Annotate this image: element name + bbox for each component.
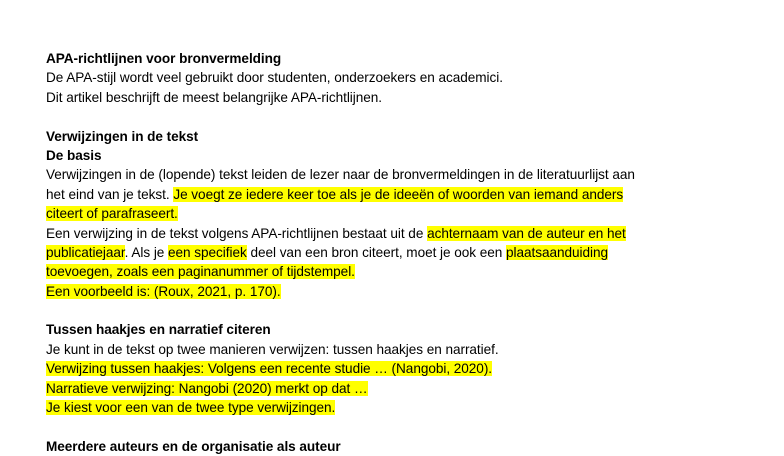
section-heading-meerdere-auteurs: Meerdere auteurs en de organisatie als auteur [46, 438, 341, 454]
paragraph-line [46, 262, 771, 281]
paragraph-line [46, 224, 771, 243]
document-body [46, 49, 771, 456]
intro-line-2: Dit artikel beschrijft de meest belangrijke APA-richtlijnen. [46, 89, 382, 105]
paragraph-line [46, 359, 771, 378]
highlighted-text: publicatiejaar [46, 244, 125, 260]
text-run: het eind van je tekst. [46, 186, 174, 202]
highlighted-text: achternaam van de auteur en het [427, 225, 626, 241]
highlighted-text: plaatsaanduiding [506, 244, 609, 260]
paragraph-line: Je kunt in de tekst op twee manieren verwijzen: tussen haakjes en narratief. [46, 341, 499, 357]
highlighted-text: citeert of parafraseert. [46, 206, 178, 222]
document-title: APA-richtlijnen voor bronvermelding [46, 51, 282, 66]
text-run: Verwijzingen in de (lopende) tekst leiden de lezer naar de bronvermeldingen in de literatuurlijst aan [46, 167, 635, 183]
highlighted-text: Je kiest voor een van de twee type verwijzingen. [46, 400, 336, 416]
paragraph-line [46, 243, 771, 262]
highlighted-text: toevoegen, zoals een paginanummer of tijdstempel. [46, 264, 355, 280]
highlighted-text: Een voorbeeld is: (Roux, 2021, p. 170). [46, 283, 281, 299]
section-heading-verwijzingen: Verwijzingen in de tekst [46, 128, 199, 144]
blank-line [46, 301, 771, 320]
blank-line [46, 107, 771, 126]
paragraph-line [46, 398, 771, 417]
blank-line [46, 417, 771, 436]
paragraph-line [46, 185, 771, 204]
text-run: deel van een bron citeert, moet je ook een [246, 244, 507, 260]
paragraph-line [46, 282, 771, 301]
paragraph-line [46, 165, 771, 184]
highlighted-text: Verwijzing tussen haakjes: Volgens een recente studie … (Nangobi, 2020). [46, 361, 493, 377]
paragraph-line [46, 379, 771, 398]
highlighted-text: Je voegt ze iedere keer toe als je de ideeën of woorden van iemand anders [173, 186, 624, 202]
subheading-de-basis: De basis [46, 147, 102, 163]
text-run: . Als je [124, 244, 169, 260]
text-run: Een verwijzing in de tekst volgens APA-richtlijnen bestaat uit de [46, 225, 428, 241]
intro-line-1: De APA-stijl wordt veel gebruikt door studenten, onderzoekers en academici. [46, 70, 503, 86]
highlighted-text: een specifiek [168, 244, 247, 260]
section-heading-haakjes: Tussen haakjes en narratief citeren [46, 322, 271, 338]
paragraph-line [46, 204, 771, 223]
highlighted-text: Narratieve verwijzing: Nangobi (2020) merkt op dat … [46, 380, 368, 396]
